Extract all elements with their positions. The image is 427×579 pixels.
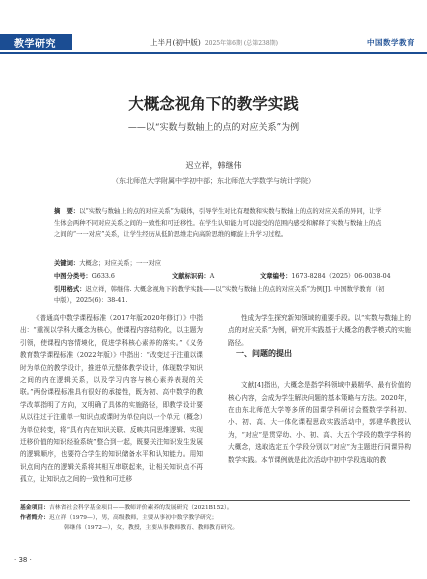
body-column-right [228, 312, 411, 466]
fund-label: 基金项目： [20, 505, 49, 511]
article-subtitle: ——以“实数与数轴上的点的对应关系”为例 [127, 123, 300, 133]
section-tag: 教学研究 [14, 39, 56, 50]
fund-note [20, 503, 412, 513]
page-number: · 38 · [14, 556, 32, 564]
body-paragraph: 文献[4]指出，大概念是指学科领域中最精华、最有价值的核心内容，会成为学生解决问题的基本策略与方法。2020年，在由东北师范大学等多所的国课学科研讨会暨数学学科初、小、初、高、大一体化课程思政实践活动中，郭建华教授认为，“对应”是贯穿幼、小、初、高、大五个学段的数学学科的大概念，选取选定五个学段分别以“对应”为主题进行同课异构数学实践。本节课例就是此次活动中初中学段选取的教 [228, 381, 411, 464]
citation [54, 284, 389, 307]
issue-info [150, 37, 278, 48]
issue-label: 上半月(初中版) [150, 38, 201, 47]
id-value: 1673-8284（2025）06-0038-04 [291, 273, 391, 280]
doc-cell [172, 271, 260, 280]
header-rule [0, 52, 427, 54]
clc-value: G633.6 [91, 273, 115, 280]
abstract-text: 以“实数与数轴上的点的对应关系”为载体，引导学生对比有理数和实数与数轴上的点的对应关系的异同，让学生体会两种不同对应关系之间的一致性和可迁移性。在学生认知能力可以接受的范围内感受和解释了实数与数轴上的点之间的“一一对应”关系，让学生经历从低阶思维走向高阶思维的螺旋上升学习过程。 [54, 208, 382, 239]
article-authors: 迟立祥，韩继伟 [185, 161, 242, 170]
author-note-2: 韩继伟（1972—），女，教授，主要从事教师教育、教师教育研究。 [64, 525, 239, 531]
article-meta [54, 271, 394, 280]
page-header [0, 0, 427, 50]
body-paragraph: 《普通高中数学课程标准（2017年版2020年修订）》中指出：“重视以学科大概念为核心，使课程内容结构化，以主题为引领，使课程内容情境化，促进学科核心素养的落实。”《义务教育数学课程标准（2022年版）》中指出：“改变过于注重以课时为单位的教学设计，推进单元整体教学设计，体现数学知识之间的内在逻辑关系，以及学习内容与核心素养表现的关联。”两份课程标准具有很好的承接性，既为初、高中数学的教学改革指明了方向，又明确了具体的实施路径，即教学设计要从以往过于注重单一知识点或课时为单位向以一个单元（概念）为单位转变，将“具有内在知识关联、反映共同思维逻辑、实现迁移价值的知识经验系统”整合到一起，既要关注知识发生发展的逻辑顺序，也要符合学生的知识储备水平和认知能力。用知识点间内在的逻辑关系将其相互串联起来，让相关知识点不再孤立，让知识点之间的一致性和可迁移 [20, 314, 203, 484]
issue-sub: 2025年第6期 (总第238期) [204, 40, 278, 47]
citation-text: 迟立祥，韩继伟. 大概念视角下的教学实践——以“实数与数轴上的点的对应关系”为例[J]. 中国数学教育（初中版），2025(6)：38-41. [54, 286, 385, 305]
keywords-text: 大概念；对应关系；一一对应 [79, 260, 162, 267]
journal-name: 中国数学教育 [367, 38, 415, 47]
article-title: 大概念视角下的教学实践 [128, 95, 299, 113]
citation-label: 引用格式： [54, 286, 86, 293]
section-heading: 一、问题的提出 [236, 349, 292, 358]
keywords-label: 关键词： [54, 260, 80, 267]
abstract [54, 206, 384, 241]
keywords [54, 258, 384, 267]
author-note-label: 作者简介： [20, 515, 49, 521]
footnote-rule [20, 500, 410, 501]
doc-value: A [209, 273, 215, 280]
clc-cell [54, 271, 172, 280]
id-label: 文章编号： [260, 273, 292, 280]
abstract-label: 摘 要： [54, 208, 80, 215]
fund-text: 吉林省社会科学基金项目——教师评价素养的发展研究（2021B152）。 [49, 505, 233, 511]
body-column-left [20, 312, 203, 486]
author-note [20, 513, 412, 523]
body-paragraph: 性成为学生探究新知领域的重要手段。以“实数与数轴上的点的对应关系”为例，研究开实践基于大概念的教学模式的实施路径。 [228, 314, 411, 347]
id-cell [260, 271, 391, 280]
doc-label: 文献标识码： [172, 273, 210, 280]
footnotes [20, 503, 412, 533]
article-affiliation: （东北师范大学附属中学初中部；东北师范大学数学与统计学院） [112, 177, 315, 185]
clc-label: 中图分类号： [54, 273, 92, 280]
author1-text: 迟立祥（1979—），男，高级教师，主要从事初中数学教学研究； [49, 515, 218, 521]
